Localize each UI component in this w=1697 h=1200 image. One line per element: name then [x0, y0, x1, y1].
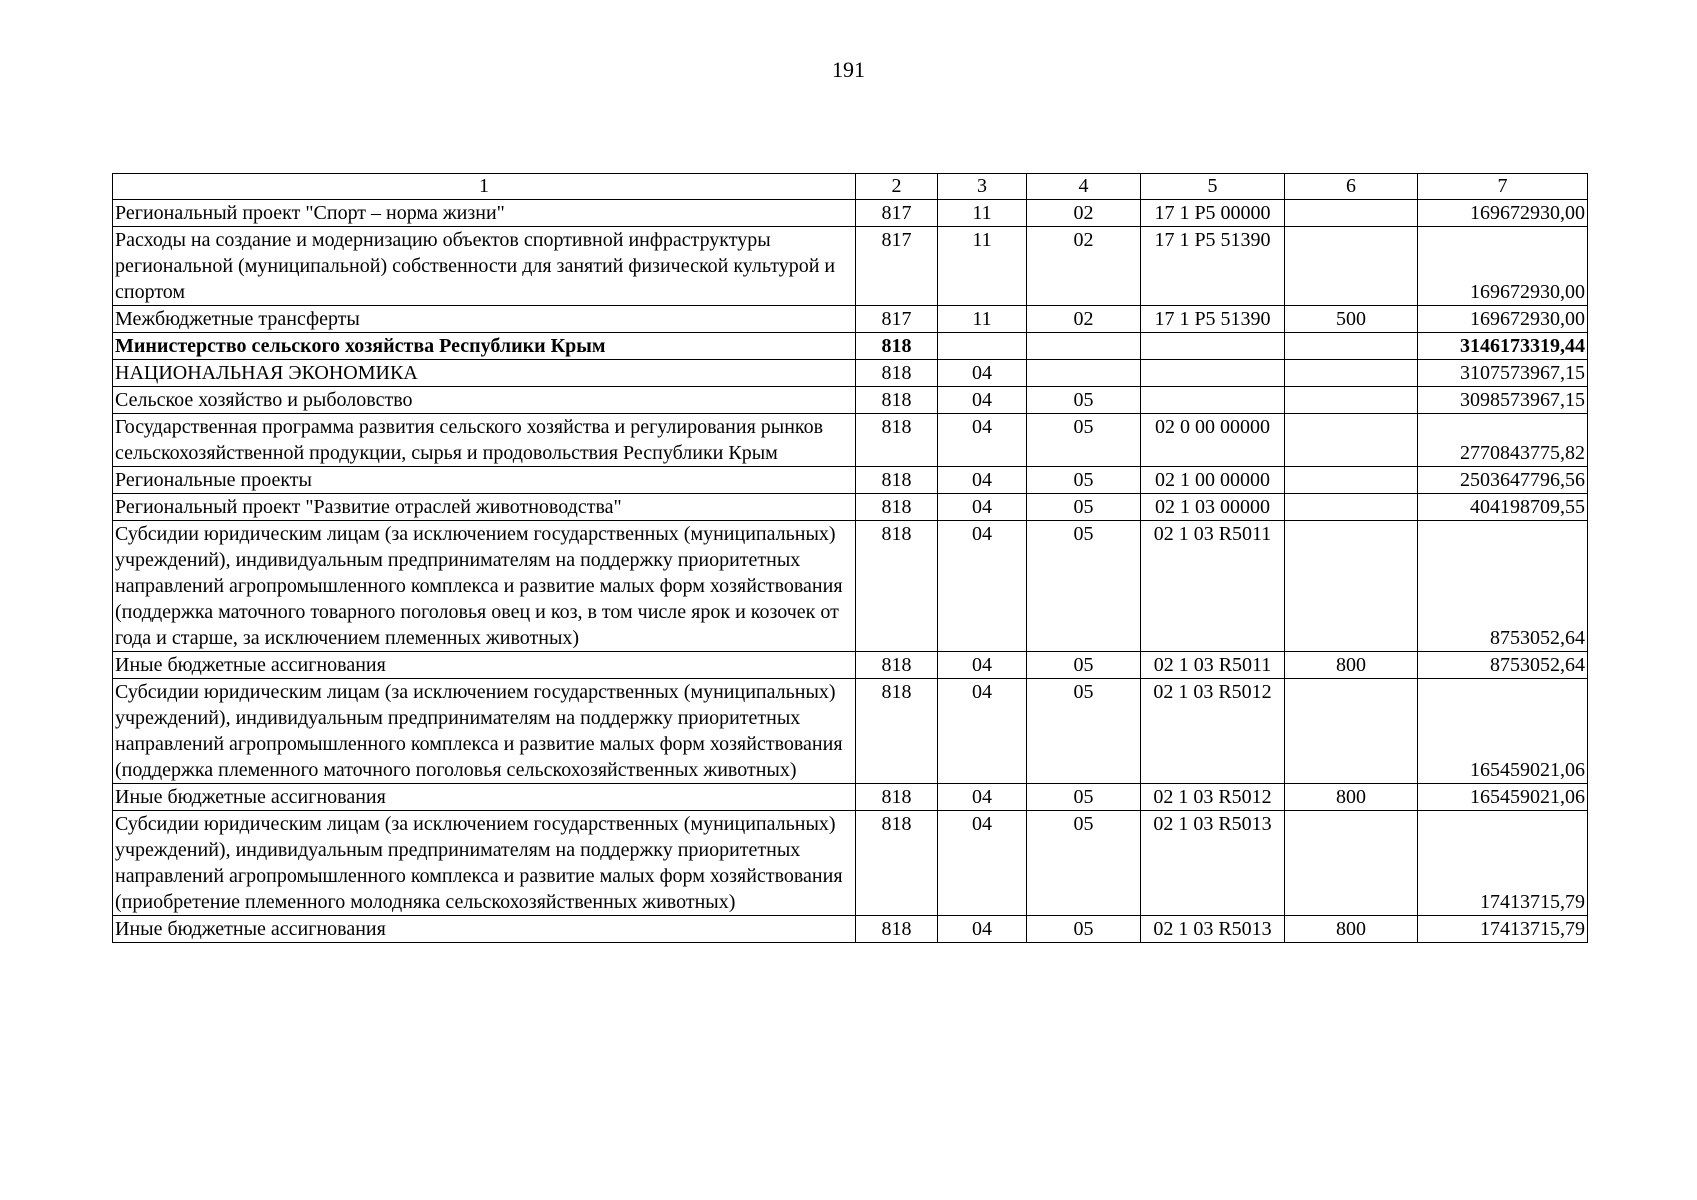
header-cell-7: 7: [1418, 174, 1588, 200]
cell-ved: 818: [856, 679, 938, 784]
cell-subsection: [1027, 333, 1141, 360]
table-row: [113, 360, 1588, 387]
cell-target-article: [1141, 387, 1285, 414]
cell-amount: 2503647796,56: [1418, 467, 1588, 494]
cell-section: 04: [938, 521, 1027, 652]
cell-subsection: 05: [1027, 652, 1141, 679]
cell-subsection: 05: [1027, 784, 1141, 811]
cell-section: 04: [938, 360, 1027, 387]
cell-name: Сельское хозяйство и рыболовство: [113, 387, 856, 414]
cell-target-article: [1141, 333, 1285, 360]
cell-section: 04: [938, 811, 1027, 916]
cell-name: Региональный проект "Развитие отраслей животноводства": [113, 494, 856, 521]
cell-subsection: 05: [1027, 414, 1141, 467]
cell-name: Иные бюджетные ассигнования: [113, 784, 856, 811]
table-body: [113, 174, 1588, 943]
cell-subsection: 05: [1027, 467, 1141, 494]
cell-target-article: 02 1 03 R5011: [1141, 652, 1285, 679]
cell-amount: 3146173319,44: [1418, 333, 1588, 360]
cell-expense-type: [1285, 227, 1418, 306]
cell-section: 11: [938, 200, 1027, 227]
cell-name: НАЦИОНАЛЬНАЯ ЭКОНОМИКА: [113, 360, 856, 387]
cell-expense-type: 800: [1285, 916, 1418, 943]
cell-section: 11: [938, 227, 1027, 306]
cell-name: Региональный проект "Спорт – норма жизни": [113, 200, 856, 227]
table-row: [113, 679, 1588, 784]
cell-subsection: 02: [1027, 227, 1141, 306]
cell-name: Расходы на создание и модернизацию объектов спортивной инфраструктуры региональной (муниципальной) собственности для занятий физической культурой и спортом: [113, 227, 856, 306]
cell-section: 04: [938, 387, 1027, 414]
cell-subsection: 05: [1027, 521, 1141, 652]
cell-name: Региональные проекты: [113, 467, 856, 494]
table-row: [113, 387, 1588, 414]
table-row: [113, 916, 1588, 943]
cell-expense-type: [1285, 414, 1418, 467]
cell-amount: 8753052,64: [1418, 521, 1588, 652]
table-row: [113, 467, 1588, 494]
cell-expense-type: 800: [1285, 652, 1418, 679]
cell-name: Субсидии юридическим лицам (за исключением государственных (муниципальных) учреждений), индивидуальным предпринимателям на поддержку приоритетных направлений агропромышленного комплекса и развитие малых форм хозяйствования (поддержка племенного маточного поголовья сельскохозяйственных животных): [113, 679, 856, 784]
cell-expense-type: [1285, 200, 1418, 227]
cell-target-article: 02 1 03 00000: [1141, 494, 1285, 521]
cell-ved: 818: [856, 387, 938, 414]
cell-amount: 404198709,55: [1418, 494, 1588, 521]
cell-amount: 17413715,79: [1418, 916, 1588, 943]
cell-amount: 8753052,64: [1418, 652, 1588, 679]
cell-ved: 818: [856, 414, 938, 467]
cell-ved: 818: [856, 811, 938, 916]
table-row: [113, 200, 1588, 227]
cell-section: 04: [938, 679, 1027, 784]
cell-expense-type: [1285, 333, 1418, 360]
cell-target-article: 17 1 P5 00000: [1141, 200, 1285, 227]
header-cell-6: 6: [1285, 174, 1418, 200]
page-number: 191: [832, 57, 865, 82]
cell-name: Субсидии юридическим лицам (за исключением государственных (муниципальных) учреждений), индивидуальным предпринимателям на поддержку приоритетных направлений агропромышленного комплекса и развитие малых форм хозяйствования (поддержка маточного товарного поголовья овец и коз, в том числе ярок и козочек от года и старше, за исключением племенных животных): [113, 521, 856, 652]
cell-subsection: 02: [1027, 200, 1141, 227]
cell-name: Иные бюджетные ассигнования: [113, 652, 856, 679]
cell-section: 04: [938, 784, 1027, 811]
cell-section: 04: [938, 467, 1027, 494]
table-row: [113, 811, 1588, 916]
cell-ved: 818: [856, 784, 938, 811]
table-row: [113, 494, 1588, 521]
cell-name: Субсидии юридическим лицам (за исключением государственных (муниципальных) учреждений), индивидуальным предпринимателям на поддержку приоритетных направлений агропромышленного комплекса и развитие малых форм хозяйствования (приобретение племенного молодняка сельскохозяйственных животных): [113, 811, 856, 916]
header-cell-4: 4: [1027, 174, 1141, 200]
cell-ved: 818: [856, 652, 938, 679]
cell-target-article: 02 0 00 00000: [1141, 414, 1285, 467]
cell-ved: 818: [856, 360, 938, 387]
cell-target-article: 02 1 03 R5012: [1141, 784, 1285, 811]
cell-ved: 818: [856, 521, 938, 652]
table-row: [113, 414, 1588, 467]
cell-section: 04: [938, 916, 1027, 943]
cell-subsection: 05: [1027, 387, 1141, 414]
cell-name: Министерство сельского хозяйства Республики Крым: [113, 333, 856, 360]
header-row: [113, 174, 1588, 200]
header-cell-5: 5: [1141, 174, 1285, 200]
cell-ved: 818: [856, 494, 938, 521]
cell-subsection: 05: [1027, 916, 1141, 943]
cell-ved: 818: [856, 467, 938, 494]
cell-target-article: 17 1 P5 51390: [1141, 227, 1285, 306]
cell-expense-type: 500: [1285, 306, 1418, 333]
cell-ved: 818: [856, 916, 938, 943]
cell-amount: 165459021,06: [1418, 784, 1588, 811]
cell-ved: 818: [856, 333, 938, 360]
cell-target-article: 02 1 03 R5011: [1141, 521, 1285, 652]
cell-section: 04: [938, 652, 1027, 679]
cell-target-article: 02 1 03 R5013: [1141, 916, 1285, 943]
table-row: [113, 227, 1588, 306]
table-row: [113, 784, 1588, 811]
cell-subsection: 02: [1027, 306, 1141, 333]
cell-amount: 3107573967,15: [1418, 360, 1588, 387]
cell-expense-type: [1285, 360, 1418, 387]
cell-amount: 169672930,00: [1418, 306, 1588, 333]
cell-amount: 3098573967,15: [1418, 387, 1588, 414]
table-row: [113, 306, 1588, 333]
cell-target-article: 17 1 P5 51390: [1141, 306, 1285, 333]
table-row: [113, 652, 1588, 679]
table-row: [113, 521, 1588, 652]
cell-amount: 17413715,79: [1418, 811, 1588, 916]
header-cell-1: 1: [113, 174, 856, 200]
cell-expense-type: 800: [1285, 784, 1418, 811]
cell-subsection: 05: [1027, 494, 1141, 521]
table-row: [113, 333, 1588, 360]
cell-name: Межбюджетные трансферты: [113, 306, 856, 333]
cell-name: Государственная программа развития сельского хозяйства и регулирования рынков сельскохозяйственной продукции, сырья и продовольствия Республики Крым: [113, 414, 856, 467]
cell-expense-type: [1285, 521, 1418, 652]
cell-amount: 165459021,06: [1418, 679, 1588, 784]
cell-expense-type: [1285, 467, 1418, 494]
cell-target-article: 02 1 03 R5012: [1141, 679, 1285, 784]
cell-target-article: [1141, 360, 1285, 387]
cell-ved: 817: [856, 200, 938, 227]
cell-subsection: 05: [1027, 811, 1141, 916]
cell-section: 04: [938, 494, 1027, 521]
cell-ved: 817: [856, 227, 938, 306]
cell-section: 11: [938, 306, 1027, 333]
cell-target-article: 02 1 03 R5013: [1141, 811, 1285, 916]
cell-amount: 169672930,00: [1418, 227, 1588, 306]
cell-ved: 817: [856, 306, 938, 333]
header-cell-3: 3: [938, 174, 1027, 200]
cell-subsection: 05: [1027, 679, 1141, 784]
header-cell-2: 2: [856, 174, 938, 200]
cell-amount: 2770843775,82: [1418, 414, 1588, 467]
cell-name: Иные бюджетные ассигнования: [113, 916, 856, 943]
cell-expense-type: [1285, 679, 1418, 784]
cell-target-article: 02 1 00 00000: [1141, 467, 1285, 494]
cell-section: 04: [938, 414, 1027, 467]
cell-expense-type: [1285, 387, 1418, 414]
cell-amount: 169672930,00: [1418, 200, 1588, 227]
cell-section: [938, 333, 1027, 360]
cell-expense-type: [1285, 494, 1418, 521]
cell-expense-type: [1285, 811, 1418, 916]
cell-subsection: [1027, 360, 1141, 387]
budget-table: [112, 173, 1588, 943]
